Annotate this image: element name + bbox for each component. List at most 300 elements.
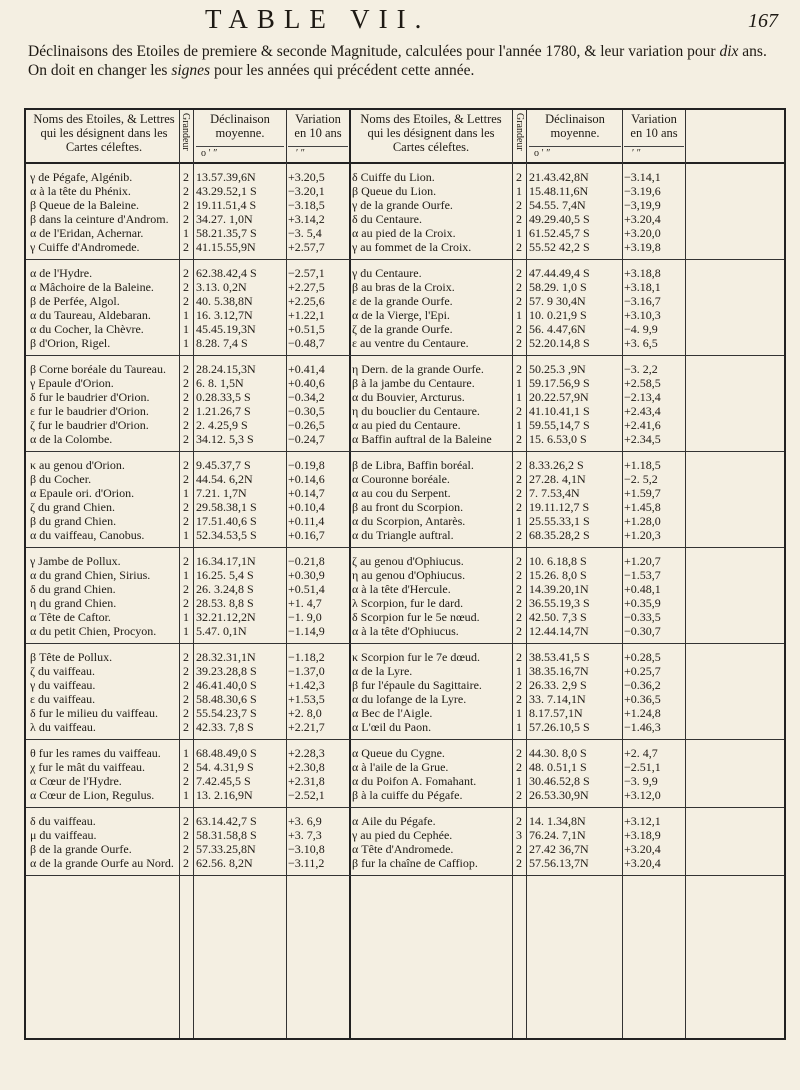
variation-right: −3.16,7	[624, 294, 661, 308]
variation-right: +3.18,8	[624, 266, 661, 280]
variation-right: +3.19,8	[624, 240, 661, 254]
variation-right: +0.28,5	[624, 650, 661, 664]
variation-left: +2.25,6	[288, 294, 325, 308]
grandeur-right: 2	[516, 582, 522, 596]
var-units-left: ′ ″	[296, 148, 305, 159]
table-row	[26, 514, 784, 528]
star-name-right: β fur la chaîne de Caffiop.	[352, 856, 478, 870]
star-name-right: γ au fommet de la Croix.	[352, 240, 472, 254]
table-row	[26, 432, 784, 446]
table-row	[26, 390, 784, 404]
table-row	[26, 404, 784, 418]
declination-left: 17.51.40,6 S	[196, 514, 257, 528]
star-name-left: α de la Colombe.	[30, 432, 113, 446]
table-row	[26, 720, 784, 734]
declination-left: 0.28.33,5 S	[196, 390, 251, 404]
table-row	[26, 170, 784, 184]
grandeur-left: 2	[183, 266, 189, 280]
star-name-right: α à la tête d'Ophiucus.	[352, 624, 459, 638]
star-name-left: ζ du grand Chien.	[30, 500, 115, 514]
table-row	[26, 266, 784, 280]
dms-units-right: o ′ ″	[534, 148, 551, 159]
star-name-left: α du petit Chien, Procyon.	[30, 624, 157, 638]
grandeur-heading-left: Grandeur	[180, 113, 191, 151]
table-row	[26, 458, 784, 472]
star-name-left: α de la grande Ourfe au Nord.	[30, 856, 174, 870]
star-name-left: γ de Pégafe, Algénib.	[30, 170, 133, 184]
grandeur-left: 1	[183, 610, 189, 624]
star-name-left: α Mâchoire de la Baleine.	[30, 280, 154, 294]
grandeur-right: 1	[516, 308, 522, 322]
declination-left: 16.25. 5,4 S	[196, 568, 254, 582]
row-group	[26, 644, 784, 740]
star-name-left: β d'Orion, Rigel.	[30, 336, 111, 350]
star-name-left: δ du vaiffeau.	[30, 814, 96, 828]
row-group	[26, 356, 784, 452]
declination-left: 52.34.53,5 S	[196, 528, 257, 542]
grandeur-left: 1	[183, 308, 189, 322]
table-row	[26, 610, 784, 624]
rule	[529, 146, 621, 147]
declination-left: 54. 4.31,9 S	[196, 760, 254, 774]
variation-right: −1.46,3	[624, 720, 661, 734]
variation-right: +0.25,7	[624, 664, 661, 678]
variation-left: +2.30,8	[288, 760, 325, 774]
variation-left: −0.30,5	[288, 404, 325, 418]
variation-right: +3.18,9	[624, 828, 661, 842]
variation-left: −0.24,7	[288, 432, 325, 446]
variation-left: −0.34,2	[288, 390, 325, 404]
grandeur-right: 2	[516, 746, 522, 760]
variation-right: +1.45,8	[624, 500, 661, 514]
star-name-left: β de Perfée, Algol.	[30, 294, 120, 308]
declination-right: 10. 6.18,8 S	[529, 554, 587, 568]
declination-left: 41.15.55,9N	[196, 240, 256, 254]
grandeur-right: 1	[516, 664, 522, 678]
grandeur-left: 1	[183, 568, 189, 582]
declination-left: 7.42.45,5 S	[196, 774, 251, 788]
variation-right: +1.59,7	[624, 486, 661, 500]
star-name-right: β au front du Scorpion.	[352, 500, 464, 514]
declination-right: 26.33. 2,9 S	[529, 678, 587, 692]
declination-right: 27.42 36,7N	[529, 842, 589, 856]
grandeur-right: 1	[516, 774, 522, 788]
table-row	[26, 760, 784, 774]
declination-left: 3.13. 0,2N	[196, 280, 247, 294]
grandeur-heading-right: Grandeur	[514, 113, 525, 151]
grandeur-right: 2	[516, 280, 522, 294]
declination-right: 20.22.57,9N	[529, 390, 589, 404]
grandeur-right: 2	[516, 650, 522, 664]
star-name-right: η du bouclier du Centaure.	[352, 404, 480, 418]
star-name-right: α du Bouvier, Arcturus.	[352, 390, 465, 404]
table-row	[26, 486, 784, 500]
declination-right: 38.35.16,7N	[529, 664, 589, 678]
variation-right: +3. 6,5	[624, 336, 658, 350]
table-row	[26, 814, 784, 828]
variation-right: +0.36,5	[624, 692, 661, 706]
star-name-left: γ Cuiffe d'Andromede.	[30, 240, 140, 254]
declination-left: 68.48.49,0 S	[196, 746, 257, 760]
declination-left: 5.47. 0,1N	[196, 624, 247, 638]
table-row	[26, 418, 784, 432]
variation-right: −3. 9,9	[624, 774, 658, 788]
grandeur-left: 2	[183, 814, 189, 828]
star-name-left: α Epaule ori. d'Orion.	[30, 486, 135, 500]
star-name-left: α Cœur de Lion, Regulus.	[30, 788, 155, 802]
variation-left: −0.48,7	[288, 336, 325, 350]
star-name-left: α à la tête du Phénix.	[30, 184, 131, 198]
declination-left: 44.54. 6,2N	[196, 472, 253, 486]
variation-right: +3.12,0	[624, 788, 661, 802]
variation-left: +0.11,4	[288, 514, 325, 528]
declination-right: 7. 7.53,4N	[529, 486, 580, 500]
variation-right: +3.20,0	[624, 226, 661, 240]
star-name-left: κ au genou d'Orion.	[30, 458, 125, 472]
grandeur-right: 2	[516, 500, 522, 514]
declination-left: 28.32.31,1N	[196, 650, 256, 664]
grandeur-left: 2	[183, 170, 189, 184]
declination-left: 62.38.42,4 S	[196, 266, 257, 280]
table-row	[26, 528, 784, 542]
grandeur-right: 1	[516, 390, 522, 404]
star-name-left: α Cœur de l'Hydre.	[30, 774, 122, 788]
star-name-right: β fur l'épaule du Sagittaire.	[352, 678, 482, 692]
variation-right: +3.12,1	[624, 814, 661, 828]
declination-right: 15.26. 8,0 S	[529, 568, 587, 582]
variation-heading-right: Variation en 10 ans	[630, 112, 678, 140]
variation-left: +2. 8,0	[288, 706, 322, 720]
table-row	[26, 322, 784, 336]
variation-left: +1.42,3	[288, 678, 325, 692]
star-name-right: ζ au genou d'Ophiucus.	[352, 554, 464, 568]
star-name-right: κ Scorpion fur le 7e dœud.	[352, 650, 481, 664]
star-name-left: α du vaiffeau, Canobus.	[30, 528, 145, 542]
declination-left: 29.58.38,1 S	[196, 500, 257, 514]
declinaison-heading-left: Déclinaison moyenne.	[210, 112, 270, 140]
grandeur-left: 2	[183, 856, 189, 870]
star-name-left: β du grand Chien.	[30, 514, 117, 528]
table-row	[26, 240, 784, 254]
star-name-right: α du lofange de la Lyre.	[352, 692, 467, 706]
variation-right: −3,19,9	[624, 198, 661, 212]
declination-left: 57.33.25,8N	[196, 842, 256, 856]
table-row	[26, 500, 784, 514]
table-header	[26, 110, 784, 164]
variation-left: +2.57,7	[288, 240, 325, 254]
grandeur-right: 2	[516, 362, 522, 376]
star-name-left: ζ du vaiffeau.	[30, 664, 96, 678]
grandeur-left: 2	[183, 706, 189, 720]
star-name-right: γ du Centaure.	[352, 266, 422, 280]
variation-left: +3. 6,9	[288, 814, 322, 828]
declination-right: 14. 1.34,8N	[529, 814, 586, 828]
table-row	[26, 596, 784, 610]
names-heading-right: Noms des Etoiles, & Lettres qui les désignent dans les Cartes céleftes.	[360, 112, 502, 154]
grandeur-right: 2	[516, 472, 522, 486]
declination-right: 44.30. 8,0 S	[529, 746, 587, 760]
star-name-left: δ fur le baudrier d'Orion.	[30, 390, 150, 404]
declination-left: 6. 8. 1,5N	[196, 376, 244, 390]
variation-left: −1.14,9	[288, 624, 325, 638]
declination-right: 68.35.28,2 S	[529, 528, 590, 542]
grandeur-right: 2	[516, 336, 522, 350]
star-name-right: β à la jambe du Centaure.	[352, 376, 475, 390]
grandeur-right: 2	[516, 856, 522, 870]
variation-left: −3.18,5	[288, 198, 325, 212]
variation-left: −0.26,5	[288, 418, 325, 432]
variation-right: −4. 9,9	[624, 322, 658, 336]
table-row	[26, 706, 784, 720]
declination-right: 61.52.45,7 S	[529, 226, 590, 240]
grandeur-left: 2	[183, 650, 189, 664]
variation-right: +3.20,4	[624, 856, 661, 870]
declination-right: 52.20.14,8 S	[529, 336, 590, 350]
variation-left: +1.22,1	[288, 308, 325, 322]
star-name-right: α au cou du Serpent.	[352, 486, 451, 500]
variation-left: −0.19,8	[288, 458, 325, 472]
grandeur-left: 2	[183, 294, 189, 308]
declination-left: 28.24.15,3N	[196, 362, 256, 376]
variation-right: +2.34,5	[624, 432, 661, 446]
star-name-left: θ fur les rames du vaiffeau.	[30, 746, 161, 760]
grandeur-right: 2	[516, 432, 522, 446]
star-name-left: β Tête de Pollux.	[30, 650, 113, 664]
grandeur-left: 2	[183, 692, 189, 706]
star-name-right: λ Scorpion, fur le dard.	[352, 596, 464, 610]
variation-left: +2.31,8	[288, 774, 325, 788]
grandeur-left: 2	[183, 554, 189, 568]
variation-right: +0.35,9	[624, 596, 661, 610]
declination-left: 34.12. 5,3 S	[196, 432, 254, 446]
table-row	[26, 692, 784, 706]
declination-left: 45.45.19,3N	[196, 322, 256, 336]
star-name-right: α Couronne boréale.	[352, 472, 450, 486]
star-name-left: δ fur le milieu du vaiffeau.	[30, 706, 159, 720]
star-name-right: γ de la grande Ourfe.	[352, 198, 453, 212]
variation-right: −0.36,2	[624, 678, 661, 692]
variation-right: −2.13,4	[624, 390, 661, 404]
declination-right: 47.44.49,4 S	[529, 266, 590, 280]
variation-left: +0.51,5	[288, 322, 325, 336]
declination-right: 8.17.57,1N	[529, 706, 583, 720]
variation-left: −0.21,8	[288, 554, 325, 568]
variation-left: +3.14,2	[288, 212, 325, 226]
star-name-right: α à la tête d'Hercule.	[352, 582, 451, 596]
star-name-left: α du Cocher, la Chèvre.	[30, 322, 144, 336]
declination-left: 32.21.12,2N	[196, 610, 256, 624]
row-group	[26, 164, 784, 260]
variation-left: −1.18,2	[288, 650, 325, 664]
declination-right: 27.28. 4,1N	[529, 472, 586, 486]
star-name-right: ε de la grande Ourfe.	[352, 294, 453, 308]
declination-right: 33. 7.14,1N	[529, 692, 586, 706]
table-row	[26, 362, 784, 376]
declination-right: 48. 0.51,1 S	[529, 760, 587, 774]
table-row	[26, 472, 784, 486]
variation-left: +0.40,6	[288, 376, 325, 390]
variation-left: −2.52,1	[288, 788, 325, 802]
variation-right: +3.10,3	[624, 308, 661, 322]
star-name-right: β à la cuiffe du Pégafe.	[352, 788, 463, 802]
variation-right: −2.51,1	[624, 760, 661, 774]
table-row	[26, 212, 784, 226]
declination-left: 7.21. 1,7N	[196, 486, 247, 500]
grandeur-right: 2	[516, 212, 522, 226]
grandeur-right: 2	[516, 814, 522, 828]
declination-left: 42.33. 7,8 S	[196, 720, 254, 734]
variation-right: −0.33,5	[624, 610, 661, 624]
declination-right: 36.55.19,3 S	[529, 596, 590, 610]
declination-left: 55.54.23,7 S	[196, 706, 257, 720]
grandeur-right: 1	[516, 706, 522, 720]
declination-right: 19.11.12,7 S	[529, 500, 590, 514]
table-row	[26, 650, 784, 664]
variation-right: +3.20,4	[624, 212, 661, 226]
variation-left: +2.28,3	[288, 746, 325, 760]
table-row	[26, 664, 784, 678]
grandeur-left: 1	[183, 336, 189, 350]
declination-right: 26.53.30,9N	[529, 788, 589, 802]
rule	[288, 146, 348, 147]
grandeur-left: 2	[183, 774, 189, 788]
declination-left: 1.21.26,7 S	[196, 404, 251, 418]
declination-right: 42.50. 7,3 S	[529, 610, 587, 624]
table-row	[26, 568, 784, 582]
declination-right: 55.52 42,2 S	[529, 240, 590, 254]
star-name-right: α de la Vierge, l'Epi.	[352, 308, 450, 322]
variation-right: −1.53,7	[624, 568, 661, 582]
grandeur-left: 2	[183, 596, 189, 610]
grandeur-right: 2	[516, 486, 522, 500]
star-name-right: γ au pied du Cephée.	[352, 828, 453, 842]
grandeur-right: 2	[516, 624, 522, 638]
declination-right: 14.39.20,1N	[529, 582, 589, 596]
grandeur-left: 2	[183, 390, 189, 404]
grandeur-right: 2	[516, 404, 522, 418]
grandeur-left: 1	[183, 746, 189, 760]
declination-right: 30.46.52,8 S	[529, 774, 590, 788]
variation-right: +2.43,4	[624, 404, 661, 418]
grandeur-left: 2	[183, 828, 189, 842]
declination-left: 34.27. 1,0N	[196, 212, 253, 226]
table-row	[26, 746, 784, 760]
variation-left: −3.20,1	[288, 184, 325, 198]
declination-left: 8.28. 7,4 S	[196, 336, 248, 350]
star-name-left: β Queue de la Baleine.	[30, 198, 140, 212]
table-row	[26, 856, 784, 870]
star-name-right: β au bras de la Croix.	[352, 280, 455, 294]
grandeur-right: 2	[516, 528, 522, 542]
declination-left: 13.57.39,6N	[196, 170, 256, 184]
grandeur-right: 2	[516, 458, 522, 472]
table-row	[26, 828, 784, 842]
table-row	[26, 226, 784, 240]
variation-right: +3.20,4	[624, 842, 661, 856]
grandeur-right: 2	[516, 322, 522, 336]
grandeur-left: 2	[183, 760, 189, 774]
declination-right: 54.55. 7,4N	[529, 198, 586, 212]
grandeur-left: 2	[183, 472, 189, 486]
grandeur-right: 1	[516, 514, 522, 528]
variation-left: +1.53,5	[288, 692, 325, 706]
declination-left: 40. 5.38,8N	[196, 294, 253, 308]
declination-right: 58.29. 1,0 S	[529, 280, 587, 294]
variation-left: −1.37,0	[288, 664, 325, 678]
declination-right: 10. 0.21,9 S	[529, 308, 587, 322]
declination-right: 41.10.41,1 S	[529, 404, 590, 418]
star-name-left: β du Cocher.	[30, 472, 92, 486]
variation-right: −3.14,1	[624, 170, 661, 184]
star-name-right: α au pied du Centaure.	[352, 418, 461, 432]
declination-right: 15.48.11,6N	[529, 184, 589, 198]
grandeur-right: 2	[516, 554, 522, 568]
declination-left: 62.56. 8,2N	[196, 856, 253, 870]
grandeur-right: 2	[516, 596, 522, 610]
variation-right: +0.48,1	[624, 582, 661, 596]
declination-left: 58.21.35,7 S	[196, 226, 257, 240]
row-group	[26, 548, 784, 644]
star-name-left: γ du vaiffeau.	[30, 678, 96, 692]
variation-right: +1.20,3	[624, 528, 661, 542]
declination-left: 13. 2.16,9N	[196, 788, 253, 802]
table-body	[26, 164, 784, 876]
declination-right: 57.56.13,7N	[529, 856, 589, 870]
grandeur-left: 1	[183, 486, 189, 500]
table-row	[26, 624, 784, 638]
declinaison-heading-right: Déclinaison moyenne.	[545, 112, 605, 140]
declination-left: 58.48.30,6 S	[196, 692, 257, 706]
declination-right: 59.17.56,9 S	[529, 376, 590, 390]
variation-left: +0.16,7	[288, 528, 325, 542]
grandeur-left: 2	[183, 376, 189, 390]
declination-right: 15. 6.53,0 S	[529, 432, 587, 446]
variation-right: −3.19,6	[624, 184, 661, 198]
declination-right: 56. 4.47,6N	[529, 322, 586, 336]
star-name-right: α de la Lyre.	[352, 664, 413, 678]
variation-right: +2.41,6	[624, 418, 661, 432]
star-name-left: ε du vaiffeau.	[30, 692, 96, 706]
star-name-left: α du Taureau, Aldebaran.	[30, 308, 151, 322]
declination-left: 26. 3.24,8 S	[196, 582, 254, 596]
grandeur-left: 2	[183, 664, 189, 678]
star-name-left: β de la grande Ourfe.	[30, 842, 132, 856]
star-name-right: β de Libra, Baffin boréal.	[352, 458, 474, 472]
star-name-right: β Queue du Lion.	[352, 184, 437, 198]
grandeur-left: 2	[183, 240, 189, 254]
star-name-left: χ fur le mât du vaiffeau.	[30, 760, 146, 774]
variation-heading-left: Variation en 10 ans	[294, 112, 342, 140]
declination-right: 76.24. 7,1N	[529, 828, 586, 842]
grandeur-left: 2	[183, 458, 189, 472]
grandeur-right: 2	[516, 294, 522, 308]
table-row	[26, 774, 784, 788]
variation-left: +2.27,5	[288, 280, 325, 294]
rule	[624, 146, 684, 147]
star-name-right: ε au ventre du Centaure.	[352, 336, 469, 350]
star-name-left: β Corne boréale du Taureau.	[30, 362, 166, 376]
grandeur-left: 2	[183, 842, 189, 856]
star-name-left: η du grand Chien.	[30, 596, 117, 610]
variation-left: −1. 9,0	[288, 610, 322, 624]
grandeur-right: 3	[516, 828, 522, 842]
star-name-right: α du Poifon A. Fomahant.	[352, 774, 477, 788]
grandeur-left: 2	[183, 582, 189, 596]
variation-right: −0.30,7	[624, 624, 661, 638]
variation-left: −3.11,2	[288, 856, 325, 870]
declination-right: 59.55,14,7 S	[529, 418, 590, 432]
star-name-left: α du grand Chien, Sirius.	[30, 568, 151, 582]
